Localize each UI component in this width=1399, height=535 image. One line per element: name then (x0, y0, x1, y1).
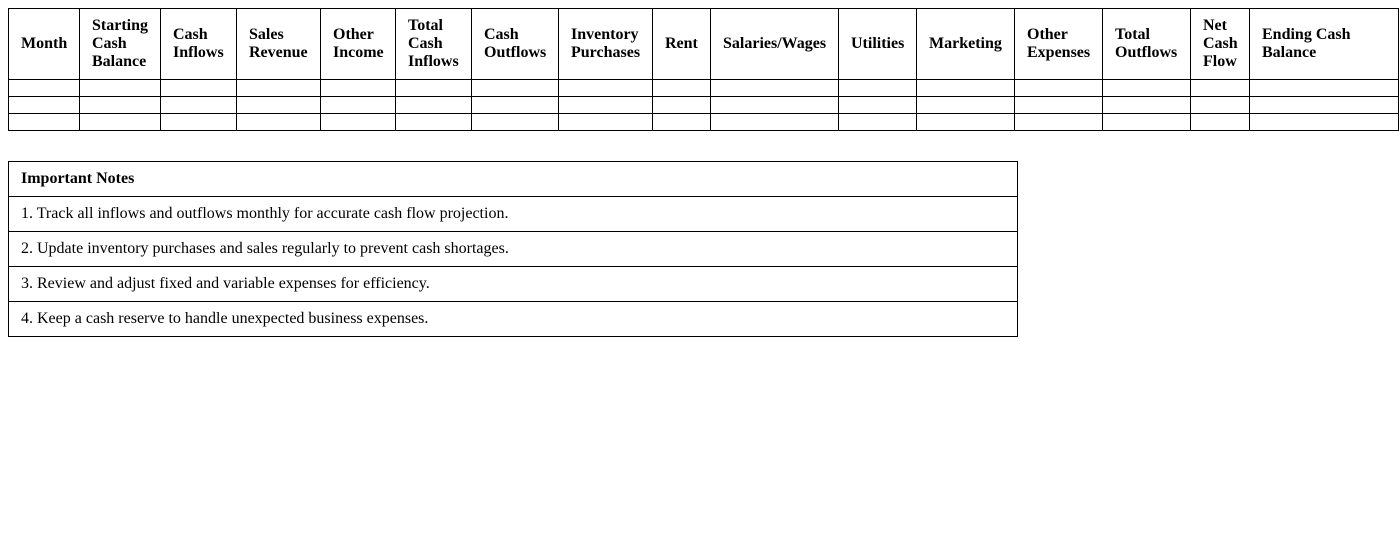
table-cell[interactable] (839, 80, 917, 97)
table-row (9, 97, 1399, 114)
column-header-cash-outflows: Cash Outflows (472, 9, 559, 80)
table-cell[interactable] (653, 97, 711, 114)
table-cell[interactable] (472, 97, 559, 114)
table-cell[interactable] (237, 80, 321, 97)
table-cell[interactable] (1015, 80, 1103, 97)
table-cell[interactable] (839, 114, 917, 131)
table-cell[interactable] (1191, 114, 1250, 131)
table-cell[interactable] (396, 97, 472, 114)
table-cell[interactable] (1103, 80, 1191, 97)
column-header-ending-cash-balance: Ending Cash Balance (1250, 9, 1399, 80)
table-cell[interactable] (711, 97, 839, 114)
column-header-month: Month (9, 9, 80, 80)
table-row (9, 114, 1399, 131)
note-item: 3. Review and adjust fixed and variable expenses for efficiency. (9, 267, 1018, 302)
table-cell[interactable] (1103, 97, 1191, 114)
table-header-row (9, 9, 1399, 80)
table-cell[interactable] (321, 80, 396, 97)
table-cell[interactable] (917, 114, 1015, 131)
table-cell[interactable] (9, 97, 80, 114)
table-cell[interactable] (237, 114, 321, 131)
table-cell[interactable] (917, 97, 1015, 114)
column-header-total-outflows: Total Outflows (1103, 9, 1191, 80)
table-cell[interactable] (9, 80, 80, 97)
table-cell[interactable] (9, 114, 80, 131)
column-header-salaries-wages: Salaries/Wages (711, 9, 839, 80)
column-header-total-cash-inflows: Total Cash Inflows (396, 9, 472, 80)
table-cell[interactable] (321, 114, 396, 131)
column-header-utilities: Utilities (839, 9, 917, 80)
table-cell[interactable] (161, 114, 237, 131)
table-cell[interactable] (711, 80, 839, 97)
table-cell[interactable] (396, 80, 472, 97)
cash-flow-table (8, 8, 1399, 131)
table-cell[interactable] (559, 80, 653, 97)
column-header-starting-cash-balance: Starting Cash Balance (80, 9, 161, 80)
table-cell[interactable] (559, 114, 653, 131)
table-cell[interactable] (472, 80, 559, 97)
table-cell[interactable] (1250, 97, 1399, 114)
table-cell[interactable] (839, 97, 917, 114)
table-cell[interactable] (321, 97, 396, 114)
table-cell[interactable] (559, 97, 653, 114)
table-cell[interactable] (80, 114, 161, 131)
cash-flow-table-container (8, 8, 1351, 131)
table-row (9, 80, 1399, 97)
column-header-rent: Rent (653, 9, 711, 80)
important-notes-table (8, 161, 1018, 337)
note-item: 4. Keep a cash reserve to handle unexpected business expenses. (9, 302, 1018, 337)
note-item: 2. Update inventory purchases and sales regularly to prevent cash shortages. (9, 232, 1018, 267)
list-item (9, 232, 1018, 267)
table-cell[interactable] (396, 114, 472, 131)
table-cell[interactable] (917, 80, 1015, 97)
table-cell[interactable] (1191, 80, 1250, 97)
column-header-inventory-purchases: Inventory Purchases (559, 9, 653, 80)
table-cell[interactable] (1015, 114, 1103, 131)
note-item: 1. Track all inflows and outflows monthly for accurate cash flow projection. (9, 197, 1018, 232)
table-cell[interactable] (161, 80, 237, 97)
column-header-other-income: Other Income (321, 9, 396, 80)
list-item (9, 197, 1018, 232)
table-cell[interactable] (237, 97, 321, 114)
column-header-marketing: Marketing (917, 9, 1015, 80)
list-item (9, 302, 1018, 337)
table-cell[interactable] (1250, 80, 1399, 97)
column-header-sales-revenue: Sales Revenue (237, 9, 321, 80)
column-header-cash-inflows: Cash Inflows (161, 9, 237, 80)
table-cell[interactable] (161, 97, 237, 114)
table-cell[interactable] (1250, 114, 1399, 131)
table-cell[interactable] (653, 80, 711, 97)
table-cell[interactable] (1015, 97, 1103, 114)
table-cell[interactable] (1103, 114, 1191, 131)
table-cell[interactable] (80, 97, 161, 114)
table-cell[interactable] (80, 80, 161, 97)
table-cell[interactable] (653, 114, 711, 131)
column-header-net-cash-flow: Net Cash Flow (1191, 9, 1250, 80)
list-item (9, 267, 1018, 302)
notes-heading: Important Notes (9, 162, 1018, 197)
table-cell[interactable] (711, 114, 839, 131)
table-cell[interactable] (1191, 97, 1250, 114)
notes-heading-row (9, 162, 1018, 197)
column-header-other-expenses: Other Expenses (1015, 9, 1103, 80)
table-cell[interactable] (472, 114, 559, 131)
